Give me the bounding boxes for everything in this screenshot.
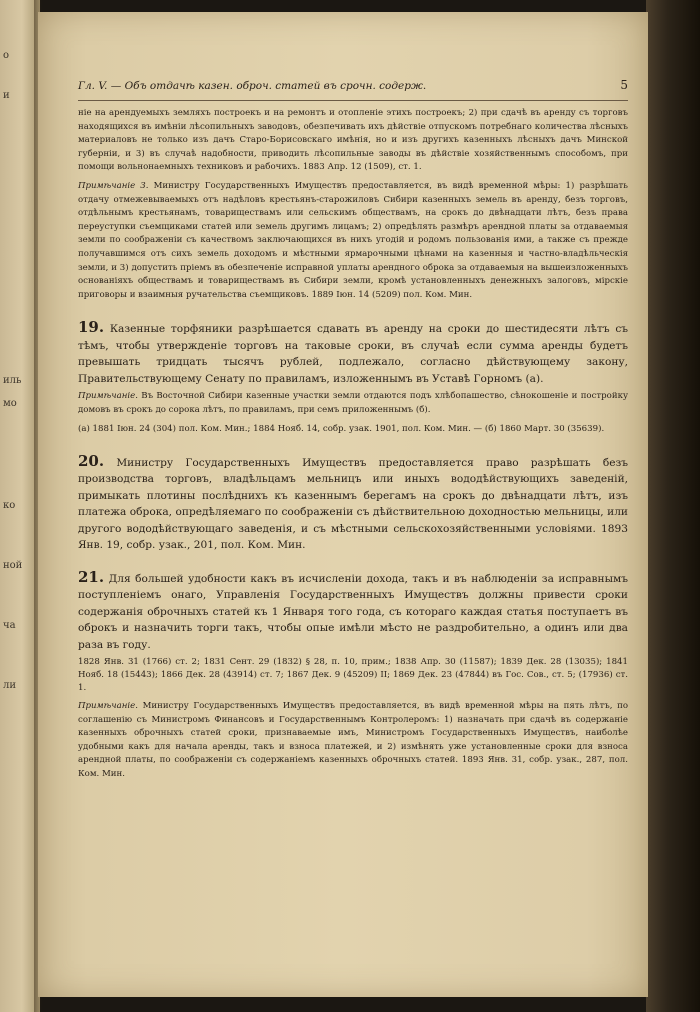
- article-21-note-text: Министру Государственныхъ Имуществъ предоставляется, въ видѣ временной мѣры на пять лѣтъ, по соглашенію съ Министромъ Финансовъ и Государственнымъ Контролеромъ: 1) назначать при сдачѣ въ содержаніе казенныхъ оброчныхъ статей сроки, признаваемые имъ, Министромъ Государственныхъ Имуществъ, наиболѣе удобными какъ для начала аренды, такъ и взноса платежей, и 2) измѣнять уже установленные сроки для взноса арендной платы, по соображеніи съ содержаніемъ казенныхъ оброчныхъ статей. 1893 Янв. 31, собр. узак., 287, пол. Ком. Мин.: [78, 701, 629, 779]
- article-19: [78, 319, 628, 387]
- margin-fragment: иль: [3, 375, 22, 386]
- article-21: [78, 569, 628, 654]
- article-21-number: 21.: [78, 567, 105, 586]
- page-number: 5: [620, 78, 628, 92]
- margin-fragment: мо: [3, 398, 17, 409]
- article-20: [78, 453, 628, 554]
- article-20-text: Министру Государственныхъ Имуществъ предоставляется право разрѣшать безъ производства торговъ, владѣльцамъ мельницъ или иныхъ вододѣйствующихъ заведеній, примыкать плотины послѣднихъ къ казеннымъ берегамъ на срокъ до двѣнадцати лѣтъ, изъ платежа оброка, опредѣляемаго по соображеніи съ дѣйствительною доходностью мельницы, или другого вододѣйствующаго заведенія, и съ мѣстными сельскохозяйственными условіями. 1893 Янв. 19, собр. узак., 201, пол. Ком. Мин.: [78, 456, 628, 551]
- article-21-note-label: Примѣчаніе.: [78, 701, 138, 711]
- note-3-text: Министру Государственныхъ Имуществъ предоставляется, въ видѣ временной мѣры: 1) разрѣшать отдачу отмежевываемыхъ отъ надѣловъ крестьянъ-старожиловъ Сибири казенныхъ земель въ аренду, безъ торговъ, отдѣльнымъ крестьянамъ, товариществамъ или сельскимъ обществамъ, на срокъ до двѣнадцати лѣтъ, безъ права переуступки съемщиками статей или земель другимъ лицамъ; 2) опредѣлять размѣръ арендной платы за отдаваемыя земли по соображеніи съ качествомъ заключающихся въ нихъ угодій и родомъ пользованія ими, а также съ прежде получавшимся отъ сихъ земель доходомъ и мѣстными ярмарочными цѣнами на казенныя и частно-владѣльческія земли, и 3) допустить пріемъ въ обезпеченіе исправной уплаты арендного оброка за отдаваемыя на вышеизложенныхъ основаніяхъ обществамъ и товариществамъ въ Сибири земли, кромѣ установленныхъ денежныхъ залоговъ, мірскіе приговоры и взаимныя ручательства съемщиковъ. 1889 Іюн. 14 (5209) пол. Ком. Мин.: [78, 180, 628, 300]
- margin-fragment: о: [3, 50, 10, 61]
- article-19-note-label: Примѣчаніе.: [78, 391, 138, 402]
- margin-fragment: ной: [3, 560, 23, 571]
- margin-fragment: и: [3, 90, 10, 101]
- margin-fragment: ча: [3, 620, 16, 631]
- book-page: [38, 12, 648, 997]
- article-21-sources: 1828 Янв. 31 (1766) ст. 2; 1831 Сент. 29 (1832) § 28, п. 10, прим.; 1838 Апр. 30 (11587); 1839 Дек. 28 (13035); 1841 Нояб. 18 (15443); 1866 Дек. 28 (43914) ст. 7; 1867 Дек. 9 (45209) II; 1869 Дек. 23 (47844) въ Гос. Сов., ст. 5; (17936) ст. 1.: [78, 657, 628, 693]
- note-3-label: Примѣчаніе 3.: [78, 180, 149, 191]
- article-19-sources: (а) 1881 Іюн. 24 (304) пол. Ком. Мин.; 1884 Нояб. 14, собр. узак. 1901, пол. Ком. Мин. — (б) 1860 Март. 30 (35639).: [78, 423, 605, 434]
- book-cover-edge: [646, 0, 700, 1012]
- article-19-text: Казенные торфяники разрѣшается сдавать въ аренду на сроки до шестидесяти лѣтъ съ тѣмъ, чтобы утвержденіе торговъ на таковые сроки, въ случаѣ если сумма аренды будетъ превышать тридцать тысячъ рублей, подлежало, согласно дѣйствующему закону, Правительствующему Сенату по правиламъ, изложеннымъ въ Уставѣ Горномъ (а).: [78, 323, 628, 385]
- article-19-note-text: Въ Восточной Сибири казенные участки земли отдаются подъ хлѣбопашество, сѣнокошеніе и постройку домовъ въ срокъ до сорока лѣтъ, по правиламъ, при семъ приложеннымъ (б).: [78, 391, 629, 415]
- intro-paragraph: ніе на арендуемыхъ земляхъ построекъ и на ремонтъ и отопленіе этихъ построекъ; 2) при сдачѣ въ аренду съ торговъ находящихся въ имѣніи лѣсопильныхъ заводовъ, обезпечивать ихъ дѣйствіе отпускомъ потребнаго количества лѣсныхъ материаловъ не только изъ дачъ Старо-Борисовскаго имѣнія, но и изъ другихъ казенныхъ лѣсныхъ дачъ Минской губерніи, и 3) въ случаѣ надобности, приводить лѣсопильные заводы въ дѣйствіе хозяйственнымъ способомъ, при помощи вольнонаемныхъ техниковъ и рабочихъ. 1883 Апр. 12 (1509), ст. 1.: [78, 108, 628, 173]
- running-head: [78, 78, 628, 92]
- page-content: [78, 78, 628, 787]
- article-19-number: 19.: [78, 318, 105, 337]
- article-19-note: [78, 390, 628, 417]
- margin-fragment: ли: [3, 680, 17, 691]
- margin-fragment: ко: [3, 500, 16, 511]
- article-21-note: [78, 700, 628, 782]
- article-20-number: 20.: [78, 451, 105, 470]
- article-21-text: Для большей удобности какъ въ исчисленіи дохода, такъ и въ наблюденіи за исправнымъ поступленіемъ онаго, Управленія Государственныхъ Имуществъ должны привести сроки содержанія оброчныхъ статей къ 1 Января того года, съ котораго каждая статья поступаетъ въ оброкъ и назначить торги такъ, чтобы опые имѣли мѣсто не раздробительно, а одинъ или два раза въ году.: [78, 572, 628, 651]
- header-rule: [78, 100, 628, 101]
- note-3: [78, 180, 628, 302]
- running-head-title: Гл. V. — Объ отдачѣ казен. оброч. статей въ срочн. содерж.: [78, 80, 427, 92]
